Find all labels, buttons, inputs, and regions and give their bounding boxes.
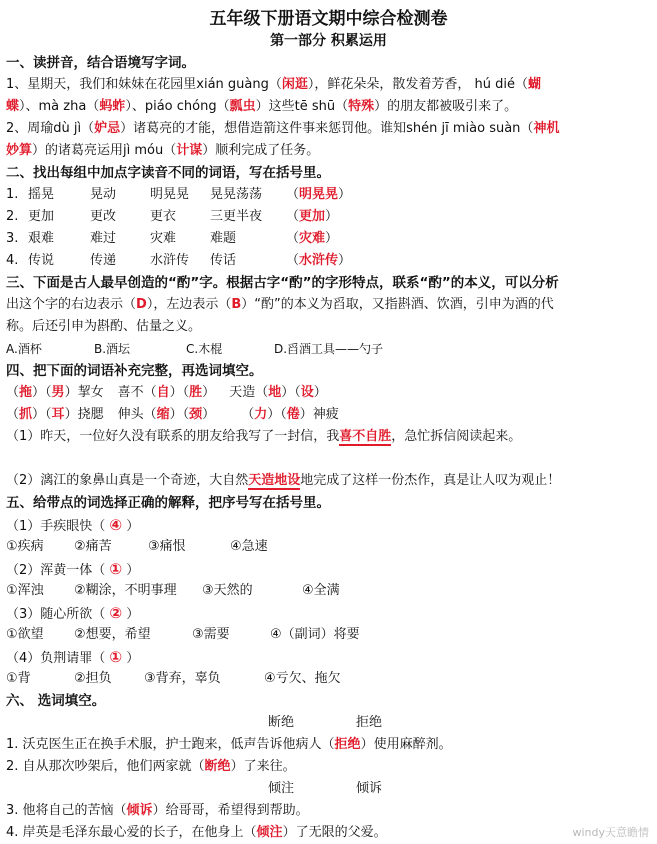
s3-line-2: 出这个字的右边表示（D），左边表示（B）“酌”的本义为舀取，又指斟酒、饮酒，引申为酒的代 [6, 297, 554, 312]
answer: 蚂蚱 [99, 99, 126, 114]
answer: B [231, 297, 242, 312]
answer: 妙算 [6, 143, 33, 158]
answer: D [136, 297, 147, 312]
answer: 闲逛 [281, 77, 308, 92]
s2-row: 4. 传说 传递 水浒传 传话 （水浒传） [6, 253, 352, 268]
s6-line-4: 4. 岸英是毛泽东最心爱的长子，在他身上（倾注）了无限的父爱。 [6, 825, 387, 840]
s5-question: （4）负荆请罪（ ① ） [6, 648, 140, 666]
section-4-heading: 四、把下面的词语补充完整，再选词填空。 [6, 363, 263, 379]
answer: 明晃晃 [299, 187, 339, 202]
answer: 妒忌 [94, 121, 121, 136]
s2-row: 3. 艰难 难过 灾难 难题 （灾难） [6, 231, 339, 246]
answer: 水浒传 [299, 253, 339, 268]
s4-row-2: （抓）（耳）挠腮 伸头（缩）（颈） （力）（倦）神疲 [6, 407, 339, 422]
s4-question-2: （2）漓江的象鼻山真是一个奇迹，大自然天造地设地完成了这样一份杰作，真是让人叹为观止！ [6, 473, 561, 488]
s5-options: ①浑浊 ②糊涂，不明事理 ③天然的 ④全满 [6, 583, 340, 598]
s5-options: ①背 ②担负 ③背弃，辜负 ④亏欠、拖欠 [6, 671, 341, 686]
s5-question: （3）随心所欲（ ② ） [6, 604, 140, 622]
answer: 倾诉 [126, 803, 153, 818]
section-5-heading: 五、给带点的词选择正确的解释，把序号写在括号里。 [6, 495, 330, 511]
answer: 喜不自胜 [339, 429, 392, 444]
s4-row-1: （拖）（男）挈女 喜不（自）（胜） 天造（地）（设） [6, 385, 327, 400]
answer: 天造地设 [248, 473, 301, 488]
answer: 神机 [533, 121, 560, 136]
answer: 更加 [299, 209, 326, 224]
s6-word-bank-2: 倾注 倾诉 [268, 781, 383, 796]
page-subtitle: 第一部分 积累运用 [270, 33, 387, 49]
s5-options: ①疾病 ②痛苦 ③痛恨 ④急速 [6, 539, 268, 554]
s5-question: （1）手疾眼快（ ④ ） [6, 516, 140, 534]
s6-line-3: 3. 他将自己的苦恼（倾诉）给哥哥，希望得到帮助。 [6, 803, 309, 818]
answer: 计谋 [176, 143, 203, 158]
s3-line-1: 三、下面是古人最早创造的“酌”字。根据古字“酌”的字形特点，联系“酌”的本义，可以分析 [6, 275, 559, 291]
page-title: 五年级下册语文期中综合检测卷 [209, 9, 448, 29]
answer: 灾难 [299, 231, 326, 246]
s5-options: ①欲望 ②想要，希望 ③需要 ④（副词）将要 [6, 627, 360, 642]
s1-line-1: 1、星期天，我们和妹妹在花园里xián guàng（闲逛），鲜花朵朵，散发着芳香， hú dié（蝴 [6, 77, 542, 92]
watermark: windy天意瞻情 [572, 826, 649, 839]
s1-line-2: 蝶）、mà zha（蚂蚱）、piáo chóng（瓢虫）这些tē shū（特殊）的朋友都被吸引来了。 [6, 99, 518, 114]
answer: 蝴 [528, 77, 542, 92]
section-1-heading: 一、读拼音，结合语境写字词。 [6, 55, 195, 71]
s1-line-3: 2、周瑜dù jì（妒忌）诸葛亮的才能，想借造箭这件事来惩罚他。谁知shén jī miào suàn（神机 [6, 121, 560, 136]
answer: 蝶 [6, 99, 20, 114]
answer: 瓢虫 [229, 99, 256, 114]
s2-row: 2. 更加 更改 更衣 三更半夜 （更加） [6, 209, 339, 224]
answer: 倾注 [256, 825, 283, 840]
answer: 特殊 [348, 99, 375, 114]
s3-line-3: 称。后还引申为斟酌、估量之义。 [6, 319, 202, 334]
s2-row: 1. 摇晃 晃动 明晃晃 晃晃荡荡 （明晃晃） [6, 187, 352, 202]
s1-line-4: 妙算）的诸葛亮运用jì móu（计谋）顺利完成了任务。 [6, 143, 320, 158]
s6-line-2: 2. 自从那次吵架后，他们两家就（断绝）了来往。 [6, 759, 296, 774]
section-2-heading: 二、找出每组中加点字读音不同的词语，写在括号里。 [6, 165, 330, 181]
s5-question: （2）浑黄一体（ ① ） [6, 560, 140, 578]
s6-line-1: 1. 沃克医生正在换手术服，护士跑来，低声告诉他病人（拒绝）使用麻醉剂。 [6, 737, 452, 752]
s6-word-bank-1: 断绝 拒绝 [268, 715, 383, 730]
s3-options: A.酒杯 B.酒坛 C.木棍 D.舀酒工具——勺子 [6, 342, 384, 356]
section-6-heading: 六、 选词填空。 [6, 693, 106, 709]
answer: 断绝 [204, 759, 231, 774]
answer: 拒绝 [334, 737, 361, 752]
s4-question-1: （1）昨天，一位好久没有联系的朋友给我写了一封信，我喜不自胜，急忙拆信阅读起来。 [6, 429, 522, 444]
